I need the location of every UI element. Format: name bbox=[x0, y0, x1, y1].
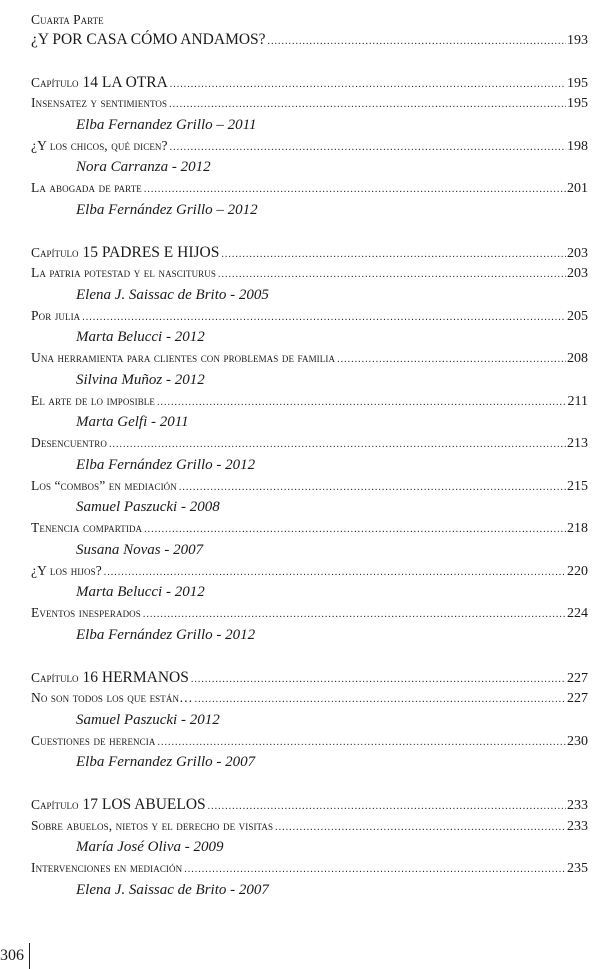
dot-leader bbox=[144, 180, 566, 201]
toc-entry bbox=[31, 816, 588, 837]
chapter-prefix: Capítulo bbox=[31, 669, 79, 685]
entry-author: Nora Carranza - 2012 bbox=[76, 159, 211, 175]
entry-title: ¿Y los chicos, qué dicen? bbox=[31, 137, 168, 153]
entry-author: Samuel Paszucki - 2008 bbox=[76, 499, 220, 515]
chapter-name: 17 LOS ABUELOS bbox=[82, 796, 206, 813]
dot-leader bbox=[268, 32, 566, 53]
entry-title: Intervenciones en mediación bbox=[31, 860, 183, 875]
chapter-name: 16 HERMANOS bbox=[82, 668, 189, 686]
dot-leader bbox=[191, 670, 566, 691]
part-title: ¿Y POR CASA CÓMO ANDAMOS? bbox=[31, 31, 266, 48]
toc-entry bbox=[31, 433, 588, 454]
toc-entry bbox=[31, 306, 588, 327]
page-number: 233 bbox=[567, 798, 588, 813]
chapter-heading bbox=[31, 795, 588, 816]
entry-title: Por julia bbox=[31, 307, 81, 323]
dot-leader bbox=[208, 797, 566, 818]
entry-title: Cuestiones de herencia bbox=[31, 732, 156, 748]
entry-author: Elba Fernández Grillo - 2012 bbox=[76, 626, 256, 643]
section-spacer bbox=[31, 221, 588, 243]
dot-leader bbox=[218, 265, 566, 286]
entry-author: Elena J. Saissac de Brito - 2005 bbox=[76, 286, 269, 303]
page-number: 208 bbox=[567, 351, 588, 366]
entry-author: Elba Fernández Grillo - 2012 bbox=[76, 456, 256, 473]
chapter-heading bbox=[31, 668, 588, 689]
section-spacer bbox=[31, 51, 588, 73]
chapter-prefix: Capítulo bbox=[31, 797, 79, 812]
entry-author: Susana Novas - 2007 bbox=[76, 541, 204, 558]
page-number: 193 bbox=[567, 33, 588, 48]
toc-entry bbox=[31, 731, 588, 752]
dot-leader bbox=[169, 95, 566, 116]
dot-leader bbox=[109, 435, 566, 456]
entry-author: María José Oliva - 2009 bbox=[76, 839, 224, 855]
toc-entry bbox=[31, 688, 588, 709]
page-number: 205 bbox=[567, 308, 588, 324]
chapter-heading bbox=[31, 73, 588, 94]
entry-title: ¿Y los hijos? bbox=[31, 562, 102, 578]
section-spacer bbox=[31, 646, 588, 668]
entry-author: Elba Fernandez Grillo – 2011 bbox=[76, 116, 257, 133]
entry-author: Marta Belucci - 2012 bbox=[76, 584, 205, 600]
dot-leader bbox=[143, 605, 566, 626]
toc-entry bbox=[31, 348, 588, 369]
dot-leader bbox=[157, 733, 566, 754]
toc-entry bbox=[31, 603, 588, 624]
entry-author: Marta Gelfi - 2011 bbox=[76, 414, 189, 430]
toc-entry bbox=[31, 561, 588, 582]
toc-entry bbox=[31, 263, 588, 284]
page-number: 220 bbox=[567, 563, 588, 579]
entry-title: Sobre abuelos, nietos y el derecho de visitas bbox=[31, 817, 274, 833]
toc-entry bbox=[31, 93, 588, 114]
page-number: 218 bbox=[567, 521, 588, 536]
dot-leader bbox=[179, 478, 566, 499]
page-number: 224 bbox=[567, 606, 588, 621]
dot-leader bbox=[170, 75, 566, 96]
page-number: 203 bbox=[567, 266, 588, 281]
page-number: 215 bbox=[567, 478, 588, 494]
dot-leader bbox=[195, 690, 566, 711]
part-label: Cuarta Parte bbox=[31, 12, 104, 27]
entry-title: La abogada de parte bbox=[31, 180, 142, 195]
chapter-heading bbox=[31, 243, 588, 264]
page-folio: 306 bbox=[0, 943, 30, 969]
entry-title: No son todos los que están… bbox=[31, 690, 193, 705]
toc-entry bbox=[31, 178, 588, 199]
chapter-title bbox=[31, 795, 208, 816]
entry-title: Insensatez y sentimientos bbox=[31, 95, 168, 110]
toc-entry bbox=[31, 476, 588, 497]
toc-entry bbox=[31, 136, 588, 157]
page-number: 235 bbox=[567, 861, 588, 876]
page-number: 227 bbox=[567, 691, 588, 706]
page-number: 195 bbox=[567, 75, 588, 91]
page-number: 230 bbox=[567, 733, 588, 749]
chapter-prefix: Capítulo bbox=[31, 74, 79, 90]
part-title-row bbox=[31, 30, 588, 51]
chapter-prefix: Capítulo bbox=[31, 244, 79, 260]
page-number: 198 bbox=[567, 138, 588, 154]
table-of-contents bbox=[31, 10, 588, 901]
chapter-name: 15 PADRES E HIJOS bbox=[82, 243, 220, 261]
entry-title: Tenencia compartida bbox=[31, 520, 143, 535]
entry-title: La patria potestad y el nasciturus bbox=[31, 265, 216, 280]
dot-leader bbox=[104, 563, 566, 584]
dot-leader bbox=[275, 818, 566, 839]
chapter-title bbox=[31, 668, 191, 689]
dot-leader bbox=[82, 308, 566, 329]
page-number: 195 bbox=[567, 96, 588, 111]
entry-title: Eventos inesperados bbox=[31, 605, 141, 620]
page-number: 203 bbox=[567, 245, 588, 261]
section-spacer bbox=[31, 773, 588, 795]
dot-leader bbox=[157, 393, 567, 414]
entry-title: El arte de lo imposible bbox=[31, 392, 155, 408]
entry-title: Desencuentro bbox=[31, 435, 107, 450]
chapter-title bbox=[31, 243, 221, 264]
toc-entry bbox=[31, 391, 588, 412]
toc-entry bbox=[31, 518, 588, 539]
dot-leader bbox=[221, 245, 566, 266]
toc-entry bbox=[31, 858, 588, 879]
chapter-name: 14 LA OTRA bbox=[82, 73, 168, 91]
entry-author: Elba Fernandez Grillo - 2007 bbox=[76, 754, 256, 770]
dot-leader bbox=[184, 860, 566, 881]
entry-author: Elena J. Saissac de Brito - 2007 bbox=[76, 881, 269, 898]
entry-author: Samuel Paszucki - 2012 bbox=[76, 711, 220, 728]
page-number: 227 bbox=[567, 670, 588, 686]
page-number: 213 bbox=[567, 436, 588, 451]
chapter-title bbox=[31, 73, 170, 94]
entry-author: Marta Belucci - 2012 bbox=[76, 329, 205, 345]
dot-leader bbox=[337, 350, 566, 371]
dot-leader bbox=[170, 138, 566, 159]
page-number: 201 bbox=[567, 181, 588, 196]
page-number: 233 bbox=[567, 818, 588, 834]
dot-leader bbox=[144, 520, 566, 541]
page-number: 211 bbox=[567, 393, 588, 409]
entry-author: Elba Fernández Grillo – 2012 bbox=[76, 201, 258, 218]
entry-title: Los “combos” en mediación bbox=[31, 477, 177, 493]
entry-author: Silvina Muñoz - 2012 bbox=[76, 371, 205, 388]
entry-title: Una herramienta para clientes con problemas de familia bbox=[31, 350, 336, 365]
